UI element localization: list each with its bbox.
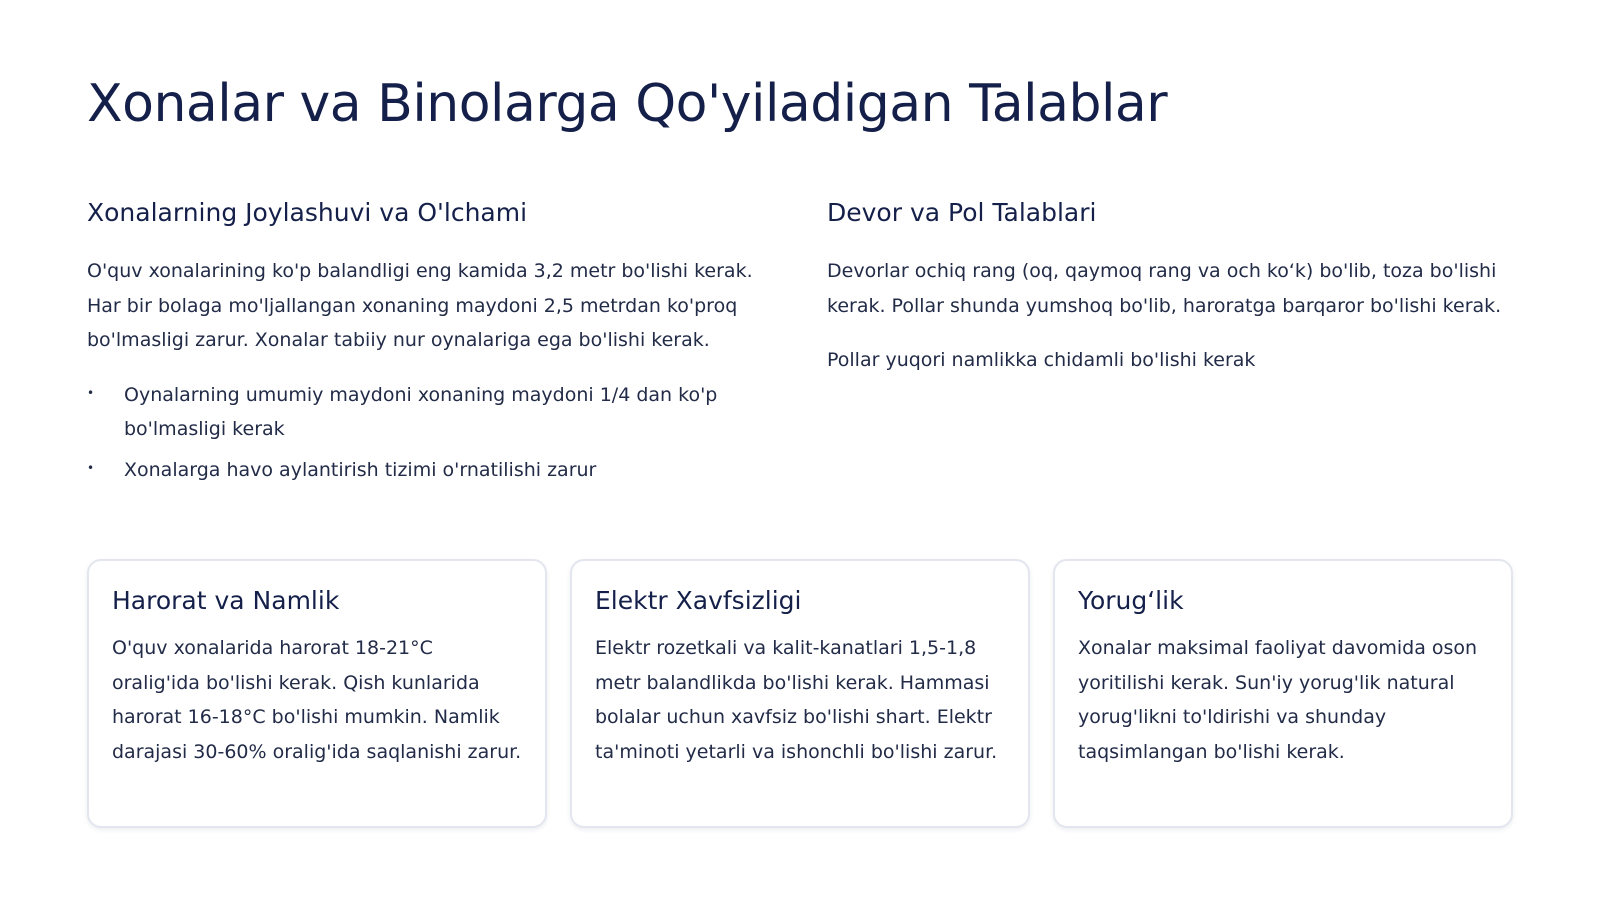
card-lighting	[1053, 559, 1513, 828]
card-title: Yorug‘lik	[1078, 586, 1184, 615]
bullet-icon: •	[87, 460, 95, 475]
requirements-list	[87, 378, 777, 488]
card-text: O'quv xonalarida harorat 18-21°C oralig'ida bo'lishi kerak. Qish kunlarida harorat 16-18°C bo'lishi mumkin. Namlik darajasi 30-60% oralig'ida saqlanishi zarur.	[112, 637, 522, 763]
location-size-heading: Xonalarning Joylashuvi va O'lchami	[87, 198, 528, 227]
card-electrical-safety	[570, 559, 1030, 828]
card-title: Elektr Xavfsizligi	[595, 586, 802, 615]
location-size-paragraph: O'quv xonalarining ko'p balandligi eng kamida 3,2 metr bo'lishi kerak. Har bir bolaga mo'ljallangan xonaning maydoni 2,5 metrdan ko'proq bo'lmasligi zarur. Xonalar tabiiy nur oynalariga ega bo'lishi kerak.	[87, 260, 753, 351]
list-item	[87, 378, 777, 447]
card-text: Elektr rozetkali va kalit-kanatlari 1,5-1,8 metr balandlikda bo'lishi kerak. Hammasi bolalar uchun xavfsiz bo'lishi shart. Elektr ta'minoti yetarli va ishonchli bo'lishi zarur.	[595, 637, 998, 763]
bullet-icon: •	[87, 385, 95, 400]
wall-floor-section	[827, 196, 1517, 398]
list-item	[87, 453, 777, 488]
floor-humidity-paragraph: Pollar yuqori namlikka chidamli bo'lishi kerak	[827, 349, 1256, 371]
wall-floor-paragraph: Devorlar ochiq rang (oq, qaymoq rang va och ko‘k) bo'lib, toza bo'lishi kerak. Pollar shunda yumshoq bo'lib, haroratga barqaror bo'lishi kerak.	[827, 260, 1502, 317]
slide-title: Xonalar va Binolarga Qo'yiladigan Talablar	[87, 74, 1168, 134]
location-size-section	[87, 196, 777, 493]
list-item-text: Xonalarga havo aylantirish tizimi o'rnatilishi zarur	[124, 458, 597, 481]
card-text: Xonalar maksimal faoliyat davomida oson yoritilishi kerak. Sun'iy yorug'lik natural yorug'likni to'ldirishi va shunday taqsimlangan bo'lishi kerak.	[1078, 637, 1478, 763]
card-temperature-humidity	[87, 559, 547, 828]
info-cards	[87, 559, 1514, 828]
list-item-text: Oynalarning umumiy maydoni xonaning maydoni 1/4 dan ko'p bo'lmasligi kerak	[124, 383, 718, 440]
wall-floor-heading: Devor va Pol Talablari	[827, 198, 1097, 227]
card-title: Harorat va Namlik	[112, 586, 340, 615]
